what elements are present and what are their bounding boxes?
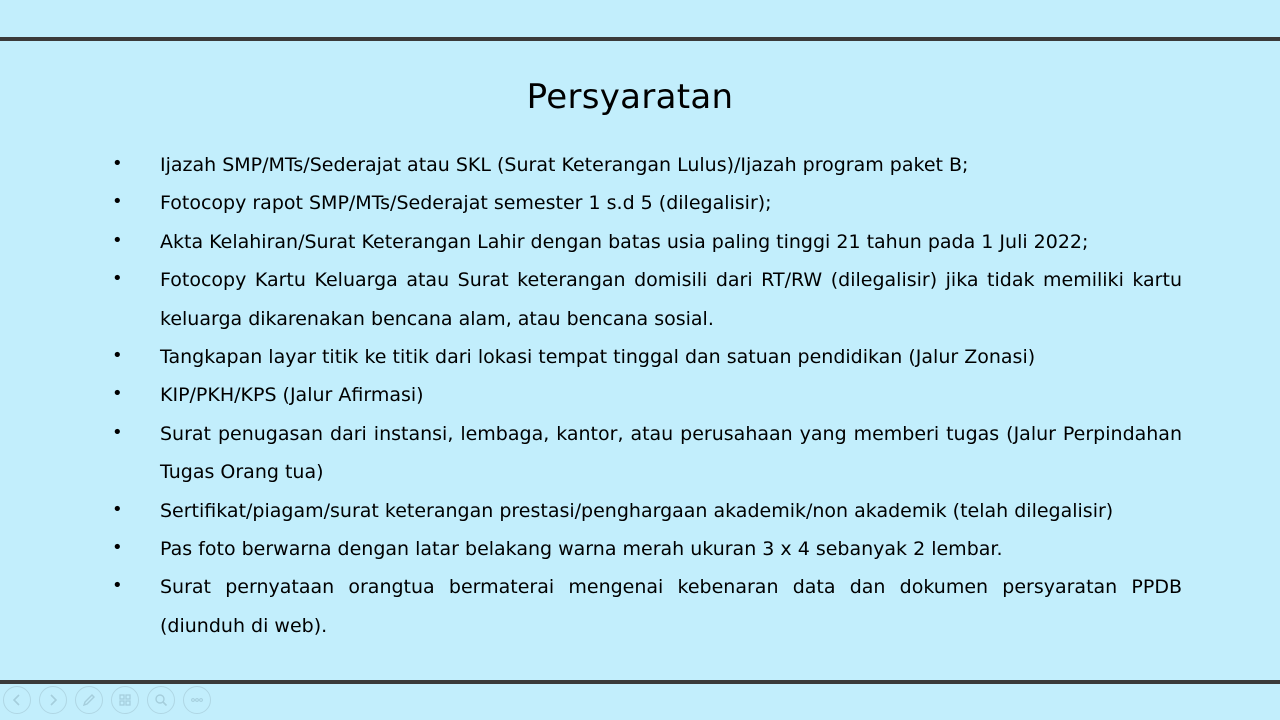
bullet-icon: • <box>112 575 123 597</box>
list-item-text: Tangkapan layar titik ke titik dari lokasi tempat tinggal dan satuan pendidikan (Jalur Zonasi) <box>160 346 1036 369</box>
bottom-divider <box>0 680 1280 684</box>
list-item-text: Sertifikat/piagam/surat keterangan prestasi/penghargaan akademik/non akademik (telah dilegalisir) <box>160 499 1114 522</box>
top-divider <box>0 37 1280 41</box>
list-item <box>110 415 1182 492</box>
list-item <box>110 223 1182 261</box>
more-options-icon <box>189 692 205 708</box>
list-item <box>110 568 1182 645</box>
bullet-icon: • <box>112 345 123 367</box>
list-item <box>110 492 1182 530</box>
list-item-text: Ijazah SMP/MTs/Sederajat atau SKL (Surat Keterangan Lulus)/Ijazah program paket B; <box>160 154 969 176</box>
list-item <box>110 376 1182 414</box>
bullet-icon: • <box>112 421 123 443</box>
list-item <box>110 530 1182 568</box>
previous-slide-button[interactable] <box>3 686 31 714</box>
list-item-text: Fotocopy rapot SMP/MTs/Sederajat semester 1 s.d 5 (dilegalisir); <box>160 192 772 215</box>
list-item-text: KIP/PKH/KPS (Jalur Afirmasi) <box>160 384 424 407</box>
bullet-icon: • <box>112 383 123 405</box>
more-options-button[interactable] <box>183 686 211 714</box>
list-item-text: Pas foto berwarna dengan latar belakang warna merah ukuran 3 x 4 sebanyak 2 lembar. <box>160 538 1003 561</box>
bullet-icon: • <box>112 268 123 290</box>
list-item-text: Surat pernyataan orangtua bermaterai mengenai kebenaran data dan dokumen persyaratan PPDB (diunduh di web). <box>160 576 1182 637</box>
list-item <box>110 338 1182 376</box>
slide-title: Persyaratan <box>526 77 734 117</box>
list-item <box>110 261 1182 338</box>
next-slide-button[interactable] <box>39 686 67 714</box>
zoom-icon <box>153 692 169 708</box>
slide-sorter-icon <box>117 692 133 708</box>
presentation-toolbar <box>3 686 211 716</box>
pen-icon <box>81 692 97 708</box>
list-item <box>110 146 1182 184</box>
list-item-text: Akta Kelahiran/Surat Keterangan Lahir dengan batas usia paling tinggi 21 tahun pada 1 Juli 2022; <box>160 230 1089 253</box>
requirements-list <box>110 146 1182 645</box>
bullet-icon: • <box>112 498 123 520</box>
bullet-icon: • <box>112 191 123 213</box>
list-item <box>110 184 1182 222</box>
next-slide-icon <box>45 692 61 708</box>
pen-button[interactable] <box>75 686 103 714</box>
list-item-text: Fotocopy Kartu Keluarga atau Surat keterangan domisili dari RT/RW (dilegalisir) jika tidak memiliki kartu keluarga dikarenakan bencana alam, atau bencana sosial. <box>160 269 1182 330</box>
bullet-icon: • <box>112 153 123 174</box>
slide-sorter-button[interactable] <box>111 686 139 714</box>
bullet-icon: • <box>112 537 123 559</box>
bullet-icon: • <box>112 229 123 251</box>
zoom-button[interactable] <box>147 686 175 714</box>
list-item-text: Surat penugasan dari instansi, lembaga, kantor, atau perusahaan yang memberi tugas (Jalur Perpindahan Tugas Orang tua) <box>160 422 1182 484</box>
previous-slide-icon <box>9 692 25 708</box>
